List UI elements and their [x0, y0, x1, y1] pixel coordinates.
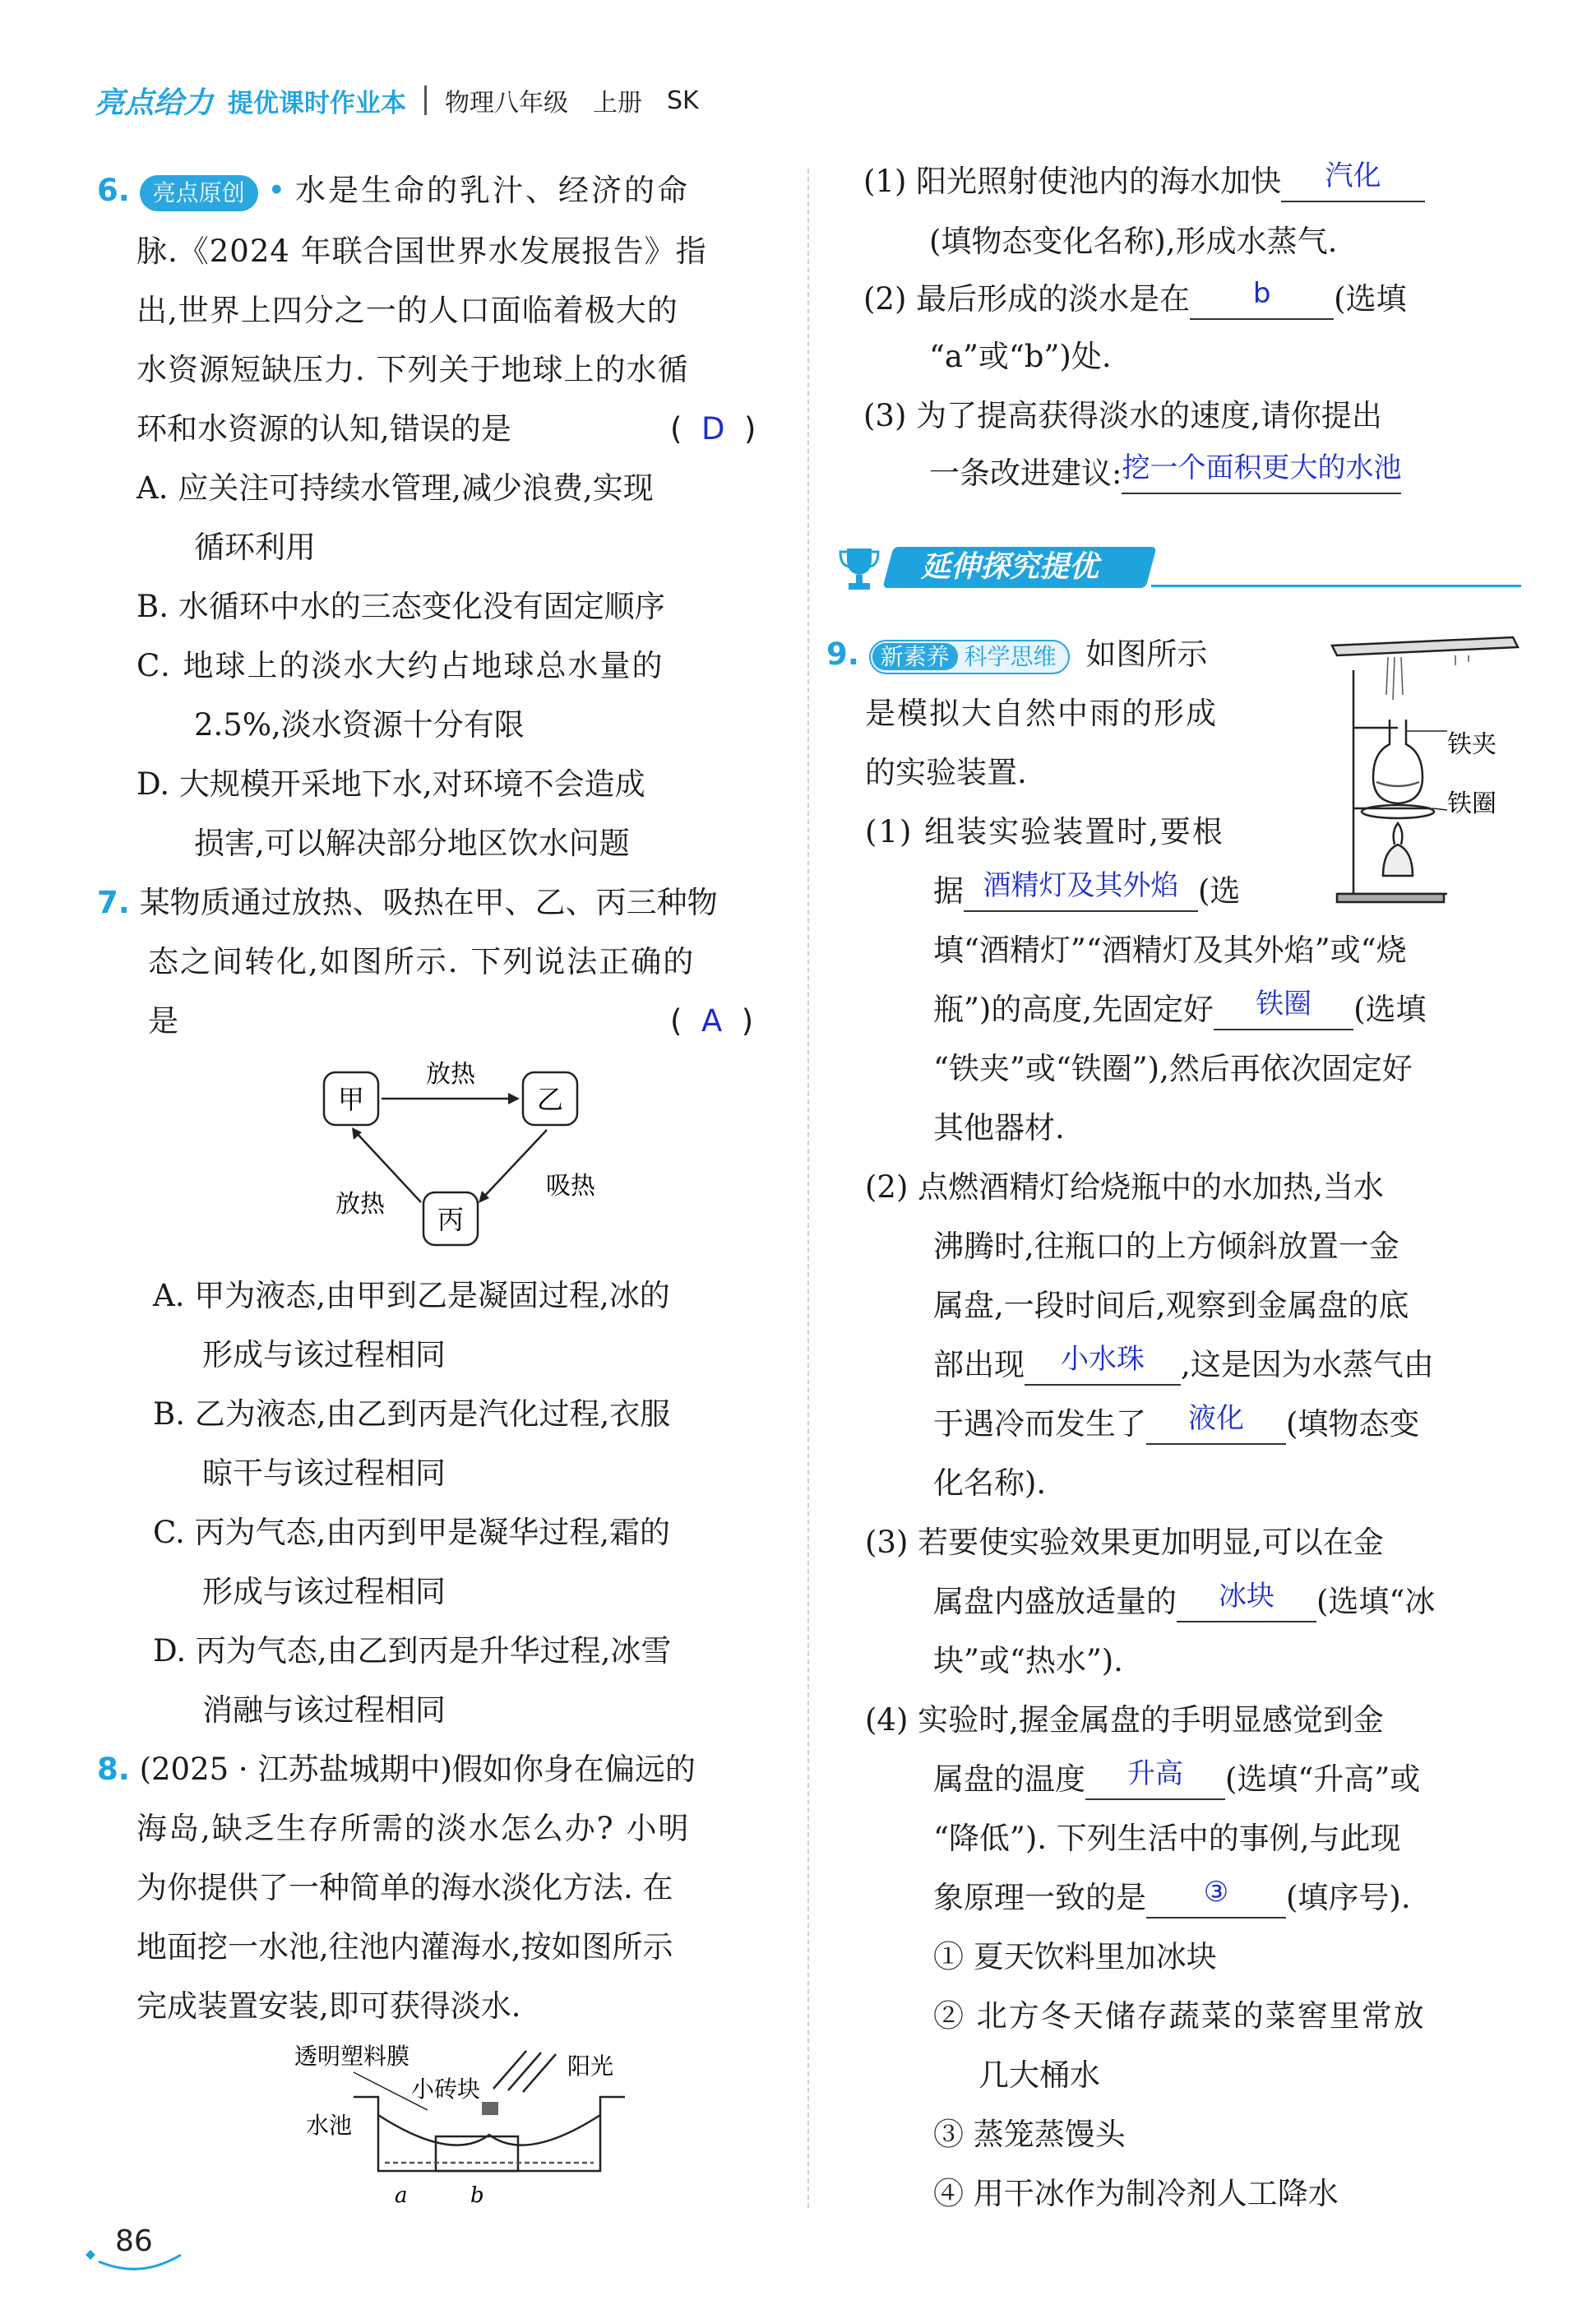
label-right: 吸热 [546, 1172, 595, 1201]
svg-text:水池: 水池 [306, 2112, 353, 2139]
column-divider [807, 169, 809, 2208]
svg-text:阳光: 阳光 [567, 2053, 614, 2080]
page-header [95, 76, 699, 125]
question-text: 出,世界上四分之一的人口面临着极大的 [136, 293, 678, 328]
question-text: 态之间转化,如图所示. 下列说法正确的 [148, 944, 696, 979]
question-text: 的实验装置. [865, 755, 1027, 790]
q9-sub1: (1) 组装实验装置时,要根 [865, 814, 1224, 849]
q8-sub3-cont: 一条改进建议: [929, 456, 1122, 491]
section-header [839, 539, 1513, 596]
question-number: 7. [97, 885, 130, 920]
question-text: 为你提供了一种简单的海水淡化方法. 在 [136, 1870, 673, 1905]
q8-sub2: (2) 最后形成的淡水是在 [863, 281, 1191, 317]
list-item: ③ 蒸笼蒸馒头 [933, 2117, 1126, 2152]
answer: 酒精灯及其外焰 [983, 869, 1179, 902]
question-text: 海岛,缺乏生存所需的淡水怎么办? 小明 [136, 1811, 691, 1846]
answer: b [1252, 277, 1271, 310]
question-text: 是模拟大自然中雨的形成 [865, 696, 1218, 731]
blank-9 [1085, 1757, 1225, 1800]
list-item: ② 北方冬天储存蔬菜的菜窖里常放 [933, 1998, 1426, 2034]
header-divider [424, 86, 427, 115]
question-number: 6. [97, 173, 130, 208]
question-text: 完成装置安装,即可获得淡水. [136, 1988, 521, 2024]
answer: 汽化 [1325, 160, 1381, 192]
option-a-cont: 循环利用 [194, 530, 316, 565]
edition: SK [667, 86, 699, 115]
subject-grade: 物理八年级 [445, 89, 569, 118]
svg-text:b: b [470, 2183, 484, 2208]
option-c: C. 地球上的淡水大约占地球总水量的 [136, 648, 664, 683]
blank-4 [964, 869, 1198, 912]
q9-sub2: (2) 点燃酒精灯给烧瓶中的水加热,当水 [865, 1169, 1384, 1205]
svg-text:小砖块: 小砖块 [411, 2076, 481, 2103]
state-change-diagram [312, 1044, 608, 1275]
option-c-cont: 2.5%,淡水资源十分有限 [194, 707, 525, 743]
literacy-tag: 新素养 科学思维 [869, 640, 1070, 674]
option-d: D. 大规模开采地下水,对环境不会造成 [136, 766, 645, 802]
label-bing: 丙 [437, 1204, 465, 1235]
label-yi: 乙 [536, 1084, 564, 1115]
page-number: 86 [115, 2224, 153, 2258]
blank-10 [1146, 1876, 1286, 1919]
answer: A [701, 1003, 723, 1039]
option-b: B. 水循环中水的三态变化没有固定顺序 [136, 589, 665, 624]
label-top: 放热 [426, 1060, 475, 1089]
q8-sub3: (3) 为了提高获得淡水的速度,请你提出 [863, 398, 1382, 433]
answer: 铁圈 [1256, 988, 1312, 1021]
option-c: C. 丙为气态,由丙到甲是凝华过程,霜的 [153, 1515, 671, 1550]
option-a-cont: 形成与该过程相同 [202, 1337, 446, 1372]
blank-3 [1122, 451, 1402, 494]
blank-7 [1146, 1402, 1286, 1445]
question-number: 8. [97, 1752, 130, 1787]
question-text: 水是生命的乳汁、经济的命 [294, 173, 690, 208]
trophy-icon [839, 545, 880, 593]
question-text: 如图所示 [1085, 636, 1208, 672]
answer-bracket: ( D ) [670, 411, 756, 447]
svg-text:a: a [395, 2183, 408, 2208]
answer: D [701, 411, 725, 447]
question-number: 9. [826, 636, 859, 672]
blank-6 [1025, 1343, 1181, 1386]
question-text: 是 [148, 1003, 178, 1039]
desalination-figure [288, 2039, 650, 2212]
answer: 升高 [1127, 1757, 1183, 1790]
option-d-cont: 损害,可以解决部分地区饮水问题 [194, 826, 630, 861]
arrow-yi-bing [482, 1130, 547, 1199]
option-a: A. 应关注可持续水管理,减少浪费,实现 [136, 470, 654, 506]
question-text: 环和水资源的认知,错误的是 [136, 411, 511, 447]
apparatus-figure [1324, 629, 1521, 909]
q8-sub1-cont: (填物态变化名称),形成水蒸气. [929, 224, 1338, 259]
blank-2 [1190, 277, 1334, 320]
option-b-cont: 晾干与该过程相同 [202, 1456, 446, 1491]
original-tag: 亮点原创 [140, 175, 258, 211]
option-b: B. 乙为液态,由乙到丙是汽化过程,衣服 [153, 1396, 671, 1432]
question-text: 脉.《2024 年联合国世界水发展报告》指 [136, 234, 707, 269]
answer: 冰块 [1219, 1580, 1274, 1613]
q8-sub2-cont: “a”或“b”)处. [929, 339, 1112, 374]
list-item-cont: 几大桶水 [978, 2057, 1100, 2093]
list-item: ④ 用干冰作为制冷剂人工降水 [933, 2176, 1339, 2211]
answer: ③ [1203, 1876, 1229, 1909]
label-jia: 甲 [337, 1084, 365, 1115]
brand-logo: 亮点给力 [95, 86, 214, 120]
volume: 上册 [593, 89, 643, 118]
answer: 小水珠 [1061, 1343, 1145, 1376]
section-title: 延伸探究提优 [921, 550, 1099, 584]
label-ring: 铁圈 [1447, 789, 1497, 818]
option-a: A. 甲为液态,由甲到乙是凝固过程,冰的 [153, 1278, 670, 1313]
question-text: 水资源短缺压力. 下列关于地球上的水循 [136, 352, 689, 387]
question-text: 某物质通过放热、吸热在甲、乙、丙三种物 [139, 885, 718, 920]
label-clamp: 铁夹 [1447, 730, 1497, 759]
question-text: (2025 · 江苏盐城期中)假如你身在偏远的 [139, 1752, 696, 1787]
blank-8 [1177, 1580, 1316, 1622]
option-d: D. 丙为气态,由乙到丙是升华过程,冰雪 [153, 1633, 672, 1669]
q8-sub1: (1) 阳光照射使池内的海水加快 [863, 164, 1282, 199]
blank-1 [1281, 160, 1425, 202]
book-subtitle: 提优课时作业本 [228, 88, 407, 118]
label-left: 放热 [335, 1190, 385, 1219]
answer: 挖一个面积更大的水池 [1122, 451, 1402, 484]
option-d-cont: 消融与该过程相同 [202, 1692, 446, 1728]
q9-sub3: (3) 若要使实验效果更加明显,可以在金 [865, 1525, 1384, 1560]
answer: 液化 [1188, 1402, 1244, 1435]
q9-sub4: (4) 实验时,握金属盘的手明显感觉到金 [865, 1702, 1384, 1738]
list-item: ① 夏天饮料里加冰块 [933, 1939, 1217, 1974]
blank-5 [1214, 988, 1353, 1030]
answer-bracket: ( A ) [670, 1003, 754, 1039]
question-text: 地面挖一水池,往池内灌海水,按如图所示 [136, 1929, 673, 1965]
option-c-cont: 形成与该过程相同 [202, 1574, 446, 1609]
svg-text:透明塑料膜: 透明塑料膜 [294, 2043, 410, 2070]
